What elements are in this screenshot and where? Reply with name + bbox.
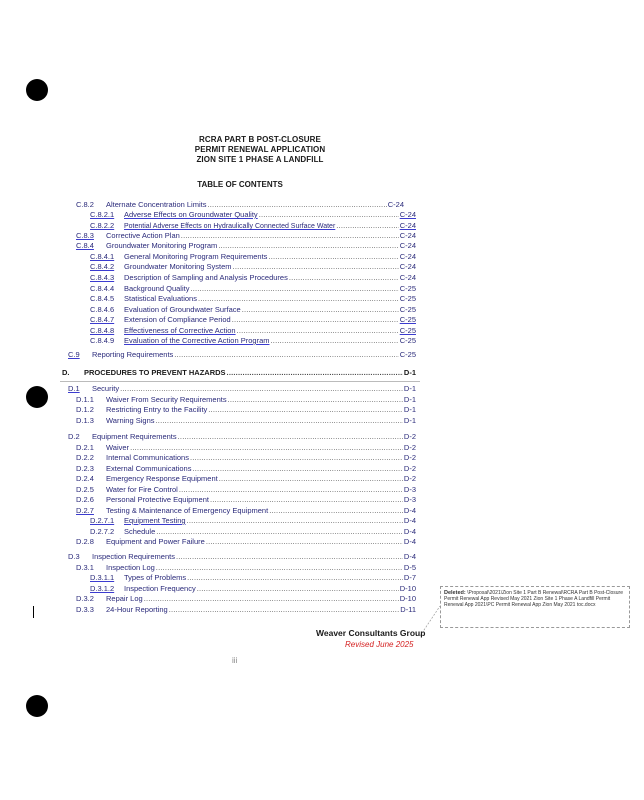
toc-entry-label: Security bbox=[92, 384, 120, 393]
toc-entry[interactable] bbox=[76, 443, 416, 452]
toc-entry-label: Testing & Maintenance of Emergency Equipment bbox=[106, 506, 269, 515]
section-divider bbox=[60, 381, 420, 382]
toc-entry-number: C.8.4.3 bbox=[90, 273, 115, 282]
dot-leader bbox=[207, 200, 386, 209]
toc-entry-page: D-4 bbox=[403, 552, 416, 561]
toc-entry-label: Equipment Requirements bbox=[92, 432, 177, 441]
toc-entry-page: D-2 bbox=[403, 474, 416, 483]
toc-entry[interactable] bbox=[76, 563, 416, 572]
toc-entry-number: C.8.4.2 bbox=[90, 262, 115, 271]
toc-entry[interactable] bbox=[76, 537, 416, 546]
header-line-2: PERMIT RENEWAL APPLICATION bbox=[194, 145, 326, 154]
toc-entry[interactable] bbox=[76, 485, 416, 494]
toc-entry[interactable] bbox=[90, 336, 416, 345]
toc-entry-label: Inspection Frequency bbox=[124, 584, 196, 593]
toc-entry-page: C-24 bbox=[399, 241, 416, 250]
toc-entry-label: Extension of Compliance Period bbox=[124, 315, 231, 324]
dot-leader bbox=[187, 516, 403, 525]
dot-leader bbox=[232, 315, 399, 324]
toc-entry-number: C.8.4.8 bbox=[90, 326, 115, 335]
toc-entry-number: D.2.7.1 bbox=[90, 516, 115, 525]
toc-entry-number: D.2.7 bbox=[76, 506, 94, 515]
toc-entry-label: Restricting Entry to the Facility bbox=[106, 405, 208, 414]
toc-entry-page: D-2 bbox=[403, 464, 416, 473]
toc-entry-label: Description of Sampling and Analysis Procedures bbox=[124, 273, 288, 282]
toc-entry-label: Waiver From Security Requirements bbox=[106, 395, 227, 404]
toc-entry-number: D. bbox=[62, 368, 70, 377]
dot-leader bbox=[156, 527, 403, 536]
toc-entry[interactable] bbox=[76, 495, 416, 504]
toc-entry-number: D.2.5 bbox=[76, 485, 94, 494]
toc-entry[interactable] bbox=[76, 200, 404, 209]
toc-entry-number: D.2.2 bbox=[76, 453, 94, 462]
toc-entry-label: Waiver bbox=[106, 443, 130, 452]
toc-entry[interactable] bbox=[76, 416, 416, 425]
toc-entry-label: Water for Fire Control bbox=[106, 485, 178, 494]
toc-entry-label: Adverse Effects on Groundwater Quality bbox=[124, 210, 258, 219]
toc-entry-number: C.8.4.9 bbox=[90, 336, 115, 345]
toc-entry-page: C-25 bbox=[399, 326, 416, 335]
toc-entry-page: D-3 bbox=[403, 485, 416, 494]
toc-entry-number: D.3.3 bbox=[76, 605, 94, 614]
toc-entry-number: C.8.2.2 bbox=[90, 221, 115, 230]
dot-leader bbox=[242, 305, 399, 314]
toc-entry-label: Evaluation of the Corrective Action Program bbox=[124, 336, 270, 345]
toc-entry-page: D-1 bbox=[403, 395, 416, 404]
dot-leader bbox=[156, 563, 403, 572]
toc-entry-page: D-10 bbox=[399, 584, 416, 593]
toc-entry-label: Repair Log bbox=[106, 594, 143, 603]
toc-entry-page: C-24 bbox=[399, 273, 416, 282]
dot-leader bbox=[237, 326, 399, 335]
toc-entry-number: D.1.3 bbox=[76, 416, 94, 425]
comment-text: \Proposal\2021\Zion Site 1 Part B Renewal\RCRA Part B Post-Closure Permit Renewal App Revised May 2021 Zion Site 1 Phase A Landfill Permit Renewal App 2021\PC Permit Renewal App Zion May 2021 toc.docx bbox=[444, 590, 623, 608]
deleted-comment-balloon[interactable] bbox=[440, 586, 630, 628]
toc-entry-label: 24-Hour Reporting bbox=[106, 605, 168, 614]
dot-leader bbox=[179, 485, 403, 494]
toc-entry-page: D-2 bbox=[403, 453, 416, 462]
toc-entry-label: Statistical Evaluations bbox=[124, 294, 197, 303]
toc-entry-number: D.3.1 bbox=[76, 563, 94, 572]
toc-entry[interactable] bbox=[90, 305, 416, 314]
toc-section-heading[interactable] bbox=[62, 368, 416, 377]
toc-entry-page: C-25 bbox=[399, 294, 416, 303]
toc-entry-label: Groundwater Monitoring Program bbox=[106, 241, 218, 250]
toc-entry-label: Internal Communications bbox=[106, 453, 189, 462]
dot-leader bbox=[187, 573, 403, 582]
toc-entry-number: D.3.2 bbox=[76, 594, 94, 603]
toc-entry-number: C.9 bbox=[68, 350, 80, 359]
toc-entry[interactable] bbox=[90, 315, 416, 324]
toc-entry-number: D.2.3 bbox=[76, 464, 94, 473]
toc-entry-page: D-10 bbox=[399, 594, 416, 603]
toc-entry[interactable] bbox=[76, 506, 416, 515]
toc-entry-label: Evaluation of Groundwater Surface bbox=[124, 305, 241, 314]
toc-entry[interactable] bbox=[76, 395, 416, 404]
dot-leader bbox=[206, 537, 403, 546]
toc-entry[interactable] bbox=[76, 474, 416, 483]
toc-entry[interactable] bbox=[90, 294, 416, 303]
header-line-1: RCRA PART B POST-CLOSURE bbox=[199, 135, 321, 144]
toc-entry[interactable] bbox=[90, 262, 416, 271]
toc-entry-number: C.8.4.5 bbox=[90, 294, 115, 303]
toc-entry[interactable] bbox=[68, 552, 416, 561]
footer-firm-name: Weaver Consultants Group bbox=[316, 628, 426, 638]
toc-entry[interactable] bbox=[76, 405, 416, 414]
toc-entry[interactable] bbox=[90, 210, 416, 219]
toc-entry-page: D-5 bbox=[403, 563, 416, 572]
toc-entry-label: Reporting Requirements bbox=[92, 350, 174, 359]
dot-leader bbox=[259, 210, 399, 219]
toc-entry-page: C-25 bbox=[399, 315, 416, 324]
toc-entry-page: C-25 bbox=[399, 336, 416, 345]
toc-entry-label: Equipment Testing bbox=[124, 516, 186, 525]
toc-entry-number: D.1 bbox=[68, 384, 80, 393]
toc-entry-label: Inspection Requirements bbox=[92, 552, 175, 561]
toc-entry[interactable] bbox=[68, 384, 416, 393]
toc-entry-label: Equipment and Power Failure bbox=[106, 537, 205, 546]
toc-entry-label: Background Quality bbox=[124, 284, 190, 293]
toc-entry-page: C-24 bbox=[399, 262, 416, 271]
toc-entry[interactable] bbox=[76, 594, 416, 603]
toc-entry-page: D-4 bbox=[403, 527, 416, 536]
toc-entry[interactable] bbox=[90, 221, 416, 230]
toc-title: TABLE OF CONTENTS bbox=[197, 180, 283, 189]
toc-entry-number: C.8.2.1 bbox=[90, 210, 115, 219]
toc-entry-page: D-4 bbox=[403, 506, 416, 515]
dot-leader bbox=[181, 231, 399, 240]
toc-entry-page: C-25 bbox=[399, 305, 416, 314]
dot-leader bbox=[289, 273, 399, 282]
toc-entry-number: C.8.4.4 bbox=[90, 284, 115, 293]
toc-entry-page: D-11 bbox=[400, 605, 416, 614]
toc-entry[interactable] bbox=[76, 464, 416, 473]
dot-leader bbox=[228, 395, 403, 404]
header-line-3: ZION SITE 1 PHASE A LANDFILL bbox=[196, 155, 324, 164]
dot-leader bbox=[219, 474, 403, 483]
toc-entry[interactable] bbox=[76, 605, 416, 614]
dot-leader bbox=[268, 252, 398, 261]
toc-entry-page: D-4 bbox=[403, 516, 416, 525]
toc-entry-number: C.8.4.7 bbox=[90, 315, 115, 324]
toc-entry[interactable] bbox=[90, 584, 416, 593]
toc-entry[interactable] bbox=[68, 432, 416, 441]
toc-entry[interactable] bbox=[76, 231, 416, 240]
dot-leader bbox=[210, 495, 403, 504]
dot-leader bbox=[190, 284, 398, 293]
dot-leader bbox=[176, 552, 403, 561]
toc-entry-label: External Communications bbox=[106, 464, 192, 473]
toc-entry[interactable] bbox=[90, 527, 416, 536]
change-bar bbox=[33, 606, 34, 618]
dot-leader bbox=[144, 594, 399, 603]
toc-entry-page: C-24 bbox=[399, 221, 416, 230]
toc-entry-number: D.3 bbox=[68, 552, 80, 561]
dot-leader bbox=[271, 336, 399, 345]
toc-entry-number: D.1.2 bbox=[76, 405, 94, 414]
toc-entry-page: C-25 bbox=[399, 350, 416, 359]
dot-leader bbox=[174, 350, 398, 359]
toc-entry-label: Types of Problems bbox=[124, 573, 187, 582]
dot-leader bbox=[169, 605, 400, 614]
toc-entry-label: Inspection Log bbox=[106, 563, 155, 572]
toc-entry-page: D-1 bbox=[403, 384, 416, 393]
toc-entry[interactable] bbox=[90, 252, 416, 261]
toc-entry-number: C.8.4.6 bbox=[90, 305, 115, 314]
toc-entry-page: D-1 bbox=[403, 368, 416, 377]
toc-entry-page: D-2 bbox=[403, 432, 416, 441]
toc-entry-page: D-7 bbox=[403, 573, 416, 582]
toc-entry-number: D.2 bbox=[68, 432, 80, 441]
toc-entry-page: C-24 bbox=[399, 231, 416, 240]
dot-leader bbox=[120, 384, 403, 393]
dot-leader bbox=[227, 368, 403, 377]
dot-leader bbox=[197, 584, 399, 593]
toc-entry[interactable] bbox=[90, 273, 416, 282]
toc-entry-number: D.1.1 bbox=[76, 395, 94, 404]
toc-entry[interactable] bbox=[90, 326, 416, 335]
toc-entry-label: Corrective Action Plan bbox=[106, 231, 180, 240]
toc-entry-number: D.2.8 bbox=[76, 537, 94, 546]
toc-entry-number: C.8.2 bbox=[76, 200, 94, 209]
toc-entry-label: Warning Signs bbox=[106, 416, 155, 425]
toc-entry-page: D-4 bbox=[403, 537, 416, 546]
dot-leader bbox=[269, 506, 403, 515]
dot-leader bbox=[156, 416, 403, 425]
toc-entry-page: D-1 bbox=[403, 405, 416, 414]
toc-entry[interactable] bbox=[90, 516, 416, 525]
dot-leader bbox=[218, 241, 398, 250]
dot-leader bbox=[198, 294, 399, 303]
toc-entry-page: D-2 bbox=[403, 443, 416, 452]
dot-leader bbox=[192, 464, 402, 473]
toc-entry-label: Emergency Response Equipment bbox=[106, 474, 218, 483]
footer-revision-date: Revised June 2025 bbox=[345, 640, 414, 649]
toc-entry-number: D.2.4 bbox=[76, 474, 94, 483]
toc-entry[interactable] bbox=[76, 453, 416, 462]
toc-entry-page: C-24 bbox=[387, 200, 404, 209]
toc-entry-page: D-3 bbox=[403, 495, 416, 504]
dot-leader bbox=[190, 453, 403, 462]
toc-entry-number: D.3.1.1 bbox=[90, 573, 115, 582]
toc-entry-page: D-1 bbox=[403, 416, 416, 425]
toc-entry-label: Alternate Concentration Limits bbox=[106, 200, 207, 209]
toc-entry-label: Potential Adverse Effects on Hydraulically Connected Surface Water bbox=[124, 223, 336, 230]
comment-label: Deleted: bbox=[444, 590, 466, 596]
toc-entry[interactable] bbox=[90, 573, 416, 582]
toc-entry-label: Personal Protective Equipment bbox=[106, 495, 209, 504]
toc-entry-label: Schedule bbox=[124, 527, 156, 536]
toc-entry-label: General Monitoring Program Requirements bbox=[124, 252, 268, 261]
toc-entry[interactable] bbox=[90, 284, 416, 293]
toc-entry-number: C.8.4 bbox=[76, 241, 94, 250]
toc-entry[interactable] bbox=[76, 241, 416, 250]
dot-leader bbox=[233, 262, 399, 271]
toc-entry[interactable] bbox=[68, 350, 416, 359]
toc-entry-page: C-25 bbox=[399, 284, 416, 293]
toc-entry-page: C-24 bbox=[399, 252, 416, 261]
toc-entry-number: C.8.3 bbox=[76, 231, 94, 240]
toc-entry-number: D.3.1.2 bbox=[90, 584, 115, 593]
dot-leader bbox=[336, 221, 398, 230]
dot-leader bbox=[208, 405, 403, 414]
dot-leader bbox=[130, 443, 403, 452]
dot-leader bbox=[178, 432, 403, 441]
toc-entry-page: C-24 bbox=[399, 210, 416, 219]
toc-entry-label: PROCEDURES TO PREVENT HAZARDS bbox=[84, 368, 226, 377]
toc-entry-number: D.2.1 bbox=[76, 443, 94, 452]
page-number: iii bbox=[232, 656, 238, 665]
toc-entry-label: Groundwater Monitoring System bbox=[124, 262, 232, 271]
toc-entry-number: D.2.6 bbox=[76, 495, 94, 504]
toc-entry-label: Effectiveness of Corrective Action bbox=[124, 326, 236, 335]
toc-entry-number: C.8.4.1 bbox=[90, 252, 115, 261]
toc-entry-number: D.2.7.2 bbox=[90, 527, 115, 536]
